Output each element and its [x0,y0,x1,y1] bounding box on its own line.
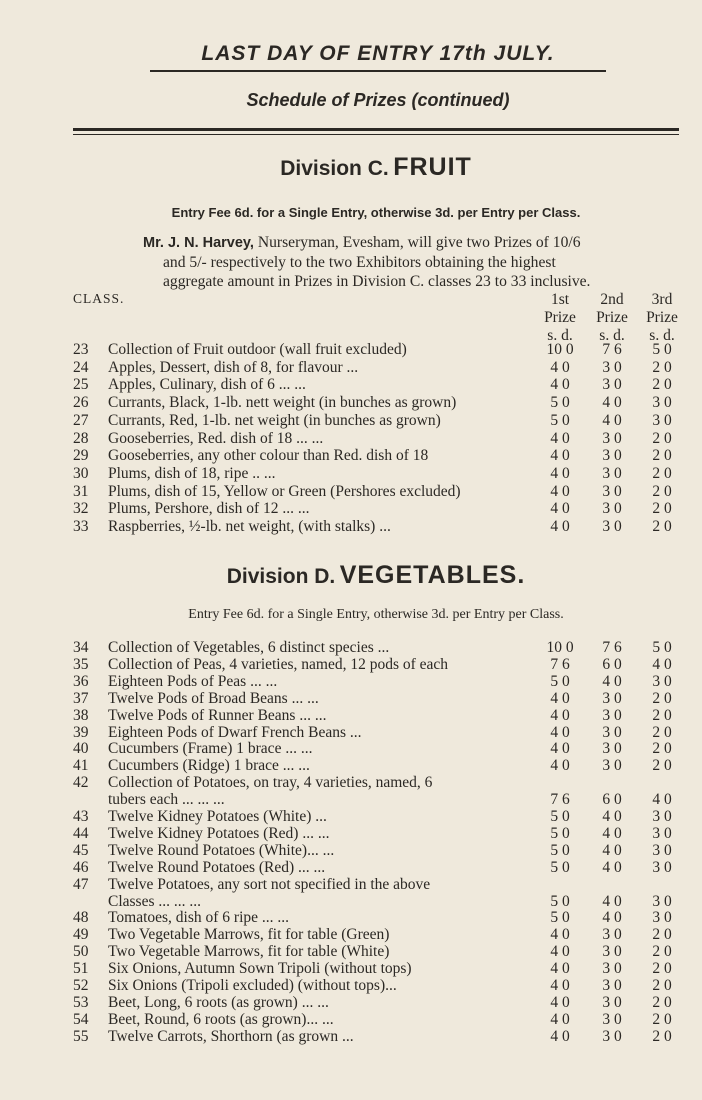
class-description: Classes ... ... ... [108,892,201,910]
harvey-prize-notice [143,233,683,291]
second-prize-amount: 3 0 [602,518,622,535]
class-number: 49 [73,926,89,944]
second-prize-amount: 3 0 [602,376,622,394]
first-prize-amount: 5 0 [550,892,570,910]
class-number: 25 [73,376,89,394]
class-description: Currants, Black, 1-lb. nett weight (in bunches as grown) [108,394,457,412]
class-number: 38 [73,706,89,724]
third-prize-amount: 3 0 [652,858,672,876]
first-prize-amount: 5 0 [550,824,570,842]
third-prize-amount: 2 0 [652,960,672,978]
class-description: Twelve Carrots, Shorthorn (as grown ... [108,1027,354,1045]
first-prize-units: s. d. [547,327,573,344]
class-number: 53 [73,993,89,1011]
class-description: Six Onions, Autumn Sown Tripoli (without tops) [108,960,412,978]
first-prize-amount: 7 6 [550,791,570,809]
first-prize-amount: 5 0 [550,411,570,429]
third-prize-amount: 2 0 [652,723,672,741]
first-prize-amount: 4 0 [550,926,570,944]
second-prize-amount: 6 0 [602,655,622,673]
second-prize-word: Prize [596,309,628,326]
third-prize-amount: 4 0 [652,791,672,809]
class-description: Beet, Long, 6 roots (as grown) ... ... [108,993,329,1011]
notice-name: Mr. J. N. Harvey, [143,235,254,251]
class-number: 48 [73,909,89,927]
first-prize-amount: 4 0 [550,706,570,724]
class-number: 37 [73,689,89,707]
class-description: Plums, dish of 18, ripe .. ... [108,464,276,482]
first-prize-amount: 4 0 [550,1010,570,1028]
third-prize-amount: 2 0 [652,977,672,994]
third-prize-amount: 2 0 [652,464,672,482]
third-prize-amount: 2 0 [652,926,672,944]
class-description: tubers each ... ... ... [108,791,225,809]
class-column-heading: CLASS. [73,291,125,306]
class-description: Two Vegetable Marrows, fit for table (White) [108,943,390,961]
class-description: Gooseberries, any other colour than Red. dish of 18 [108,447,429,465]
first-prize-amount: 10 0 [546,341,574,358]
third-prize-amount: 2 0 [652,429,672,447]
class-number: 23 [73,341,89,358]
class-description: Tomatoes, dish of 6 ripe ... ... [108,909,290,927]
third-prize-amount: 2 0 [652,482,672,500]
second-prize-amount: 3 0 [602,500,622,518]
class-number: 24 [73,358,89,376]
class-number: 43 [73,808,89,825]
class-description: Twelve Pods of Broad Beans ... ... [108,689,319,707]
second-prize-amount: 7 6 [602,639,622,656]
first-prize-amount: 4 0 [550,757,570,775]
third-prize-amount: 3 0 [652,841,672,859]
second-prize-amount: 4 0 [602,808,622,825]
division-c-title: FRUIT [393,153,472,181]
class-description: Collection of Peas, 4 varieties, named, 12 pods of each [108,655,449,673]
second-prize-amount: 4 0 [602,892,622,910]
third-prize-word: Prize [646,309,678,326]
class-number: 28 [73,429,89,447]
division-d-title: VEGETABLES. [339,561,526,589]
class-number: 51 [73,960,89,978]
second-prize-amount: 6 0 [602,791,622,809]
first-prize-amount: 4 0 [550,943,570,961]
class-number: 44 [73,824,89,842]
third-prize-amount: 2 0 [652,1027,672,1045]
second-prize-amount: 4 0 [602,672,622,690]
third-prize-heading [637,291,687,345]
division-d-entry-fee: Entry Fee 6d. for a Single Entry, otherwise 3d. per Entry per Class. [188,607,564,622]
class-description: Plums, Pershore, dish of 12 ... ... [108,500,310,518]
first-prize-heading [535,291,585,345]
class-number: 41 [73,757,89,775]
class-number: 55 [73,1027,89,1045]
third-prize-amount: 2 0 [652,943,672,961]
second-prize-amount: 3 0 [602,943,622,961]
class-number: 46 [73,858,89,876]
class-description: Gooseberries, Red. dish of 18 ... ... [108,429,324,447]
second-prize-units: s. d. [599,327,625,344]
third-prize-units: s. d. [649,327,675,344]
first-prize-amount: 4 0 [550,500,570,518]
first-prize-amount: 5 0 [550,672,570,690]
notice-line-3: aggregate amount in Prizes in Division C. classes 23 to 33 inclusive. [163,273,591,290]
banner-underline [150,70,606,72]
class-description: Collection of Vegetables, 6 distinct species ... [108,639,390,656]
class-number: 54 [73,1010,89,1028]
first-prize-amount: 4 0 [550,723,570,741]
class-number: 32 [73,500,89,518]
class-description: Beet, Round, 6 roots (as grown)... ... [108,1010,334,1028]
first-prize-amount: 4 0 [550,1027,570,1045]
second-prize-amount: 4 0 [602,411,622,429]
third-prize-amount: 3 0 [652,824,672,842]
first-prize-amount: 5 0 [550,841,570,859]
class-description: Collection of Potatoes, on tray, 4 varieties, named, 6 [108,774,433,792]
second-prize-amount: 3 0 [602,358,622,376]
division-c-heading [73,153,679,182]
class-description: Eighteen Pods of Dwarf French Beans ... [108,723,362,741]
class-number: 47 [73,875,89,893]
class-description: Cucumbers (Ridge) 1 brace ... ... [108,757,310,775]
first-prize-amount: 5 0 [550,394,570,412]
third-prize-amount: 2 0 [652,689,672,707]
first-prize-amount: 4 0 [550,464,570,482]
class-description: Raspberries, ½-lb. net weight, (with stalks) ... [108,518,391,535]
class-number: 50 [73,943,89,961]
third-prize-amount: 2 0 [652,358,672,376]
class-number: 26 [73,394,89,412]
class-number: 33 [73,518,89,535]
first-prize-amount: 4 0 [550,740,570,758]
division-c-entry-fee: Entry Fee 6d. for a Single Entry, otherwise 3d. per Entry per Class. [171,205,581,220]
second-prize-amount: 3 0 [602,464,622,482]
class-number: 35 [73,655,89,673]
class-description: Apples, Culinary, dish of 6 ... ... [108,376,306,394]
third-prize-amount: 5 0 [652,639,672,656]
first-prize-amount: 4 0 [550,376,570,394]
first-prize-amount: 5 0 [550,858,570,876]
first-prize-amount: 4 0 [550,358,570,376]
third-prize-amount: 3 0 [652,411,672,429]
class-number: 29 [73,447,89,465]
first-prize-amount: 5 0 [550,909,570,927]
divider-thick [73,128,679,131]
third-prize-amount: 2 0 [652,518,672,535]
class-number: 39 [73,723,89,741]
second-prize-amount: 3 0 [602,926,622,944]
second-prize-amount: 4 0 [602,858,622,876]
first-prize-amount: 4 0 [550,518,570,535]
third-prize-ordinal: 3rd [651,291,673,308]
third-prize-amount: 5 0 [652,341,672,358]
division-c-lead: Division C. [280,157,389,180]
third-prize-amount: 2 0 [652,993,672,1011]
second-prize-amount: 4 0 [602,841,622,859]
third-prize-amount: 2 0 [652,706,672,724]
second-prize-amount: 3 0 [602,706,622,724]
second-prize-amount: 3 0 [602,757,622,775]
class-description: Twelve Pods of Runner Beans ... ... [108,706,327,724]
first-prize-amount: 4 0 [550,993,570,1011]
class-description: Plums, dish of 15, Yellow or Green (Pershores excluded) [108,482,461,500]
division-d-lead: Division D. [226,565,336,588]
first-prize-amount: 4 0 [550,482,570,500]
class-description: Apples, Dessert, dish of 8, for flavour ... [108,358,359,376]
third-prize-amount: 2 0 [652,500,672,518]
schedule-subtitle: Schedule of Prizes (continued) [246,90,510,110]
third-prize-amount: 2 0 [652,1010,672,1028]
class-description: Twelve Potatoes, any sort not specified in the above [108,875,431,893]
first-prize-amount: 4 0 [550,429,570,447]
first-prize-amount: 4 0 [550,960,570,978]
class-number: 30 [73,464,89,482]
class-description: Currants, Red, 1-lb. net weight (in bunches as grown) [108,411,441,429]
second-prize-amount: 3 0 [602,447,622,465]
class-number: 34 [73,639,89,656]
second-prize-amount: 3 0 [602,482,622,500]
second-prize-heading [587,291,637,345]
second-prize-amount: 3 0 [602,723,622,741]
class-description: Six Onions (Tripoli excluded) (without tops)... [108,977,397,994]
class-description: Twelve Kidney Potatoes (White) ... [108,808,327,825]
divider-thin [73,134,679,135]
class-number: 45 [73,841,89,859]
class-description: Two Vegetable Marrows, fit for table (Green) [108,926,390,944]
second-prize-amount: 3 0 [602,993,622,1011]
second-prize-amount: 3 0 [602,689,622,707]
notice-line-2: and 5/- respectively to the two Exhibitors obtaining the highest [163,254,556,271]
first-prize-ordinal: 1st [550,291,570,308]
class-number: 27 [73,411,89,429]
second-prize-amount: 4 0 [602,909,622,927]
second-prize-amount: 3 0 [602,977,622,994]
third-prize-amount: 3 0 [652,672,672,690]
class-number: 42 [73,774,89,792]
first-prize-amount: 4 0 [550,447,570,465]
class-description: Twelve Round Potatoes (White)... ... [108,841,335,859]
second-prize-amount: 3 0 [602,429,622,447]
third-prize-amount: 2 0 [652,376,672,394]
first-prize-amount: 4 0 [550,689,570,707]
first-prize-word: Prize [544,309,576,326]
second-prize-amount: 3 0 [602,1027,622,1045]
first-prize-amount: 5 0 [550,808,570,825]
third-prize-amount: 4 0 [652,655,672,673]
third-prize-amount: 3 0 [652,394,672,412]
entry-deadline-banner: LAST DAY OF ENTRY 17th JULY. [201,42,555,65]
class-number: 31 [73,482,89,500]
class-description: Twelve Round Potatoes (Red) ... ... [108,858,326,876]
second-prize-amount: 7 6 [602,341,622,358]
second-prize-ordinal: 2nd [600,291,624,308]
first-prize-amount: 4 0 [550,977,570,994]
class-description: Collection of Fruit outdoor (wall fruit excluded) [108,341,407,358]
third-prize-amount: 2 0 [652,740,672,758]
second-prize-amount: 4 0 [602,824,622,842]
division-d-heading [73,561,679,590]
third-prize-amount: 3 0 [652,909,672,927]
second-prize-amount: 3 0 [602,1010,622,1028]
first-prize-amount: 10 0 [546,639,574,656]
first-prize-amount: 7 6 [550,655,570,673]
class-description: Twelve Kidney Potatoes (Red) ... ... [108,824,330,842]
second-prize-amount: 3 0 [602,960,622,978]
class-number: 40 [73,740,89,758]
third-prize-amount: 3 0 [652,892,672,910]
third-prize-amount: 3 0 [652,808,672,825]
third-prize-amount: 2 0 [652,757,672,775]
notice-line-1: Nurseryman, Evesham, will give two Prizes of 10/6 [253,234,581,251]
class-description: Eighteen Pods of Peas ... ... [108,672,278,690]
class-number: 36 [73,672,89,690]
class-number: 52 [73,977,89,994]
third-prize-amount: 2 0 [652,447,672,465]
class-description: Cucumbers (Frame) 1 brace ... ... [108,740,313,758]
second-prize-amount: 4 0 [602,394,622,412]
second-prize-amount: 3 0 [602,740,622,758]
